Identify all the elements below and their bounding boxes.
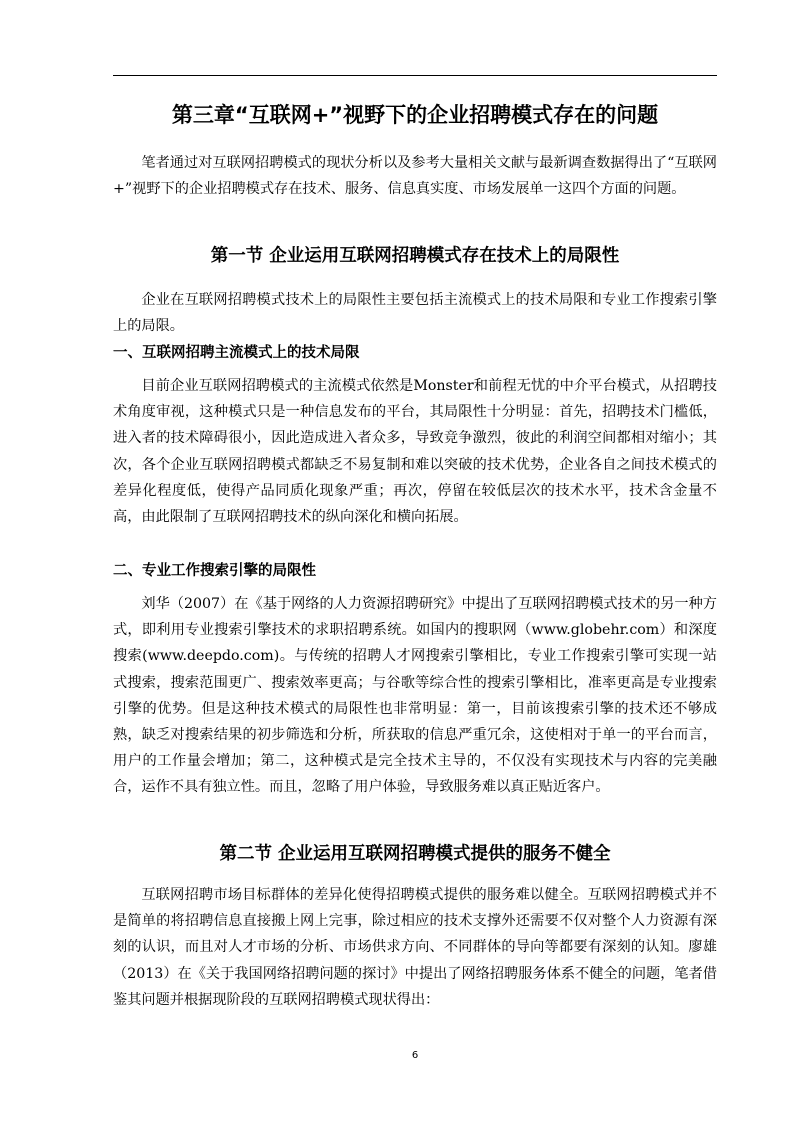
page-number: 6 <box>411 1050 419 1061</box>
section-1-intro-paragraph: 企业在互联网招聘模式技术上的局限性主要包括主流模式上的技术局限和专业工作搜索引擎上的局限。 <box>113 292 717 335</box>
section-1-title: 第一节 企业运用互联网招聘模式存在技术上的局限性 <box>210 246 620 266</box>
header-rule <box>113 75 717 76</box>
chapter-intro-paragraph: 笔者通过对互联网招聘模式的现状分析以及参考大量相关文献与最新调查数据得出了“互联网+”视野下的企业招聘模式存在技术、服务、信息真实度、市场发展单一这四个方面的问题。 <box>113 155 717 198</box>
section-2-paragraph: 互联网招聘市场目标群体的差异化使得招聘模式提供的服务难以健全。互联网招聘模式并不是简单的将招聘信息直接搬上网上完事，除过相应的技术支撑外还需要不仅对整个人力资源有深刻的认识，而且对人才市场的分析、市场供求方向、不同群体的导向等都要有深刻的认知。廖雄（2013）在《关于我国网络招聘问题的探讨》中提出了网络招聘服务体系不健全的问题，笔者借鉴其问题并根据现阶段的互联网招聘模式现状得出： <box>113 887 717 1008</box>
section-2-title: 第二节 企业运用互联网招聘模式提供的服务不健全 <box>219 844 611 864</box>
subsection-2-title: 二、专业工作搜索引擎的局限性 <box>113 563 316 579</box>
subsection-1-title: 一、互联网招聘主流模式上的技术局限 <box>113 345 360 361</box>
chapter-title: 第三章“互联网+”视野下的企业招聘模式存在的问题 <box>171 103 659 127</box>
subsection-1-paragraph: 目前企业互联网招聘模式的主流模式依然是Monster和前程无忧的中介平台模式，从招聘技术角度审视，这种模式只是一种信息发布的平台，其局限性十分明显：首先，招聘技术门槛低，进入者的技术障碍很小，因此造成进入者众多，导致竞争激烈，彼此的利润空间都相对缩小；其次，各个企业互联网招聘模式都缺乏不易复制和难以突破的技术优势，企业各自之间技术模式的差异化程度低，使得产品同质化现象严重；再次，停留在较低层次的技术水平，技术含金量不高，由此限制了互联网招聘技术的纵向深化和横向拓展。 <box>113 378 717 526</box>
subsection-2-paragraph: 刘华（2007）在《基于网络的人力资源招聘研究》中提出了互联网招聘模式技术的另一种方式，即利用专业搜索引擎技术的求职招聘系统。如国内的搜职网（www.globehr.com）和深度搜索(www.deepdo.com)。与传统的招聘人才网搜索引擎相比，专业工作搜索引擎可实现一站式搜索，搜索范围更广、搜索效率更高；与谷歌等综合性的搜索引擎相比，准率更高是专业搜索引擎的优势。但是这种技术模式的局限性也非常明显：第一，目前该搜索引擎的技术还不够成熟，缺乏对搜索结果的初步筛选和分析，所获取的信息严重冗余，这使相对于单一的平台而言，用户的工作量会增加；第二，这种模式是完全技术主导的，不仅没有实现技术与内容的完美融合，运作不具有独立性。而且，忽略了用户体验，导致服务难以真正贴近客户。 <box>113 596 717 796</box>
